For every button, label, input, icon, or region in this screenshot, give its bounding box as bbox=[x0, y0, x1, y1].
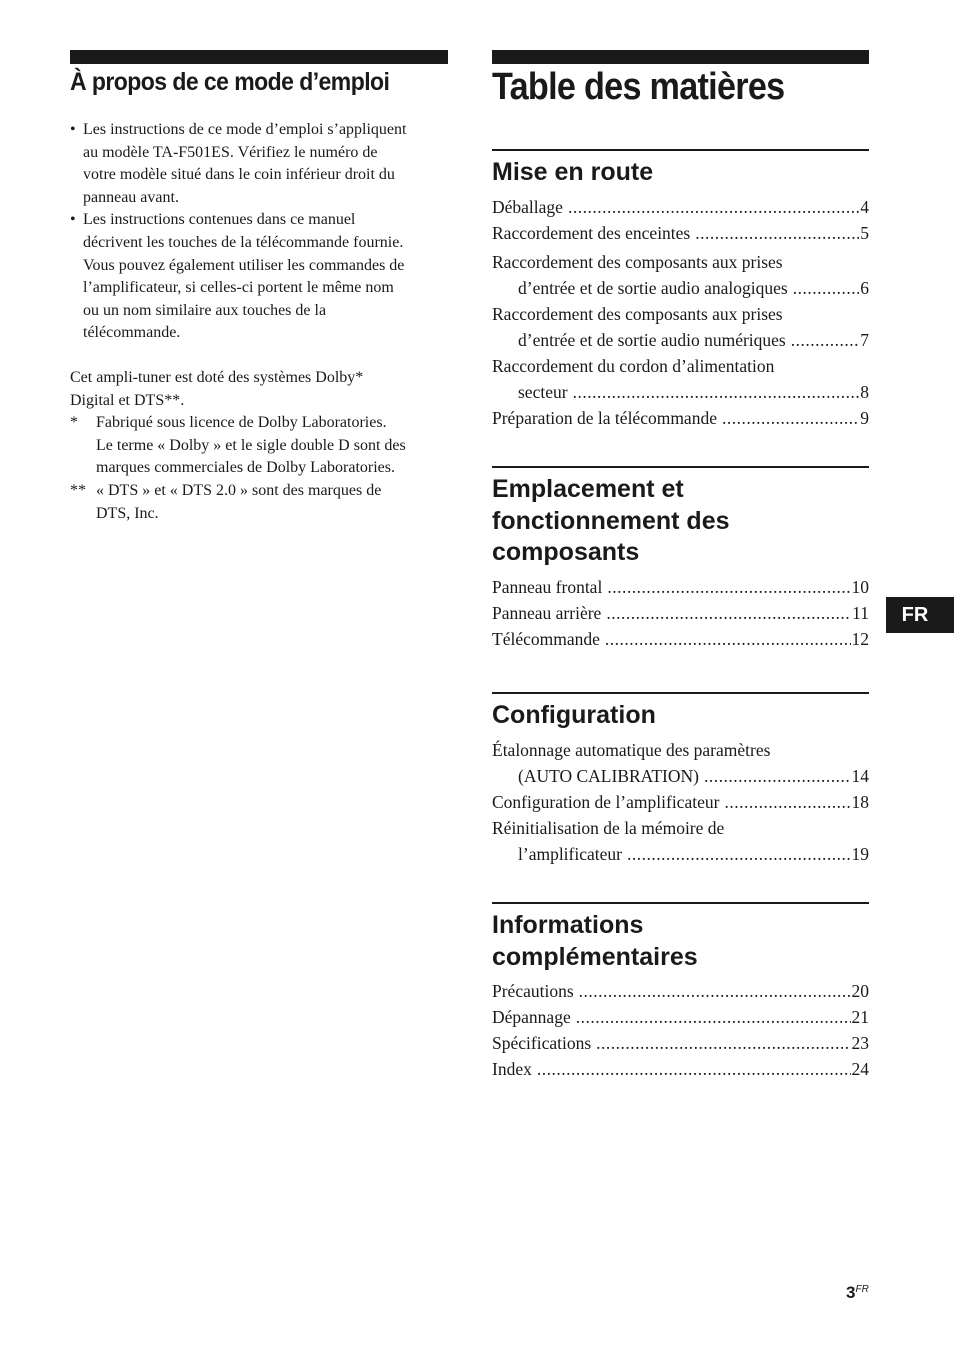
toc-entry[interactable]: Raccordement des enceintes ..... 5 bbox=[492, 220, 869, 246]
bullet-mark: • bbox=[70, 211, 76, 229]
footnote-dolby: * Fabriqué sous licence de Dolby Laboratories. Le terme « Dolby » et le sigle double D sont des marques commerciales de Dolby Laboratories. bbox=[70, 414, 406, 477]
toc-entry[interactable]: Raccordement des composants aux prises d’entrée et de sortie audio numériques ..... 7 bbox=[492, 301, 869, 353]
section-rule bbox=[492, 466, 869, 468]
toc-entry[interactable]: Raccordement du cordon d’alimentation secteur ..... 8 bbox=[492, 353, 869, 405]
toc-entry[interactable]: Précautions ..... 20 bbox=[492, 978, 869, 1004]
bullet-item: • Les instructions de ce mode d’emploi s’appliquent au modèle TA-F501ES. Vérifiez le numéro de votre modèle situé dans le coin inférieur droit du panneau avant. bbox=[70, 121, 407, 206]
page-number-suffix: FR bbox=[855, 1284, 869, 1295]
section-heading: Mise en route bbox=[492, 158, 654, 186]
section-heading: Configuration bbox=[492, 701, 656, 729]
toc-section-emplacement bbox=[492, 466, 869, 652]
page-number: $3^{FR}$ bbox=[846, 1283, 869, 1302]
toc-entry[interactable]: Télécommande ..... 12 bbox=[492, 626, 869, 652]
about-column bbox=[70, 50, 448, 525]
page-ref: 24 bbox=[851, 1059, 869, 1079]
toc-entry[interactable]: Panneau arrière ..... 11 bbox=[492, 600, 869, 626]
toc-entry[interactable]: Panneau frontal ..... 10 bbox=[492, 574, 869, 600]
section-heading: Informations complémentaires bbox=[492, 911, 698, 971]
toc-title: Table des matières bbox=[492, 66, 785, 108]
section-rule bbox=[492, 902, 869, 904]
page-ref: 7 bbox=[860, 329, 869, 350]
bullet-mark: • bbox=[70, 121, 76, 138]
toc-entry[interactable]: Configuration de l’amplificateur ..... 18 bbox=[492, 789, 869, 815]
about-bullet-list bbox=[70, 119, 448, 345]
footnote-dts: ** « DTS » et « DTS 2.0 » sont des marques de DTS, Inc. bbox=[70, 481, 382, 522]
page-ref: 6 bbox=[860, 277, 869, 298]
toc-entry[interactable]: Préparation de la télécommande ..... 9 bbox=[492, 405, 869, 431]
toc-entry[interactable]: Spécifications ..... 23 bbox=[492, 1030, 869, 1056]
toc-column bbox=[492, 50, 869, 1079]
section-rule bbox=[492, 149, 869, 151]
page-ref: 8 bbox=[860, 381, 869, 402]
title-rule bbox=[492, 50, 869, 64]
bullet-item: • Les instructions contenues dans ce manuel décrivent les touches de la télécommande fournie. Vous pouvez également utiliser les commandes de l’amplificateur, si celles-ci portent le même nom ou un nom similaire aux touches de la télécommande. bbox=[70, 211, 405, 342]
toc-entry[interactable]: Raccordement des composants aux prises d’entrée et de sortie audio analogiques ..... 6 bbox=[492, 249, 869, 301]
page-ref: 12 bbox=[851, 628, 869, 649]
page-ref: 11 bbox=[852, 602, 869, 623]
language-tab: FR bbox=[886, 597, 954, 633]
toc-entry[interactable]: Étalonnage automatique des paramètres (AUTO CALIBRATION) ..... 14 bbox=[492, 737, 869, 789]
page-ref: 23 bbox=[851, 1033, 869, 1053]
page-ref: 5 bbox=[860, 222, 869, 243]
section-rule bbox=[492, 692, 869, 694]
toc-section-informations bbox=[492, 902, 869, 1082]
page-ref: 10 bbox=[851, 576, 869, 597]
toc-entry[interactable]: Index ..... 24 bbox=[492, 1056, 869, 1082]
toc-entry[interactable]: Réinitialisation de la mémoire de l’amplificateur ..... 19 bbox=[492, 815, 869, 867]
page-ref: 21 bbox=[851, 1007, 869, 1027]
page-ref: 18 bbox=[851, 791, 869, 812]
heading-rule bbox=[70, 50, 448, 64]
toc-entry[interactable]: Dépannage ..... 21 bbox=[492, 1004, 869, 1030]
page-ref: 20 bbox=[851, 981, 869, 1001]
about-heading: À propos de ce mode d’emploi bbox=[70, 68, 390, 96]
page-ref: 4 bbox=[860, 196, 869, 217]
section-heading: Emplacement et fonctionnement des composants bbox=[492, 475, 730, 566]
page-ref: 19 bbox=[851, 843, 869, 864]
page-ref: 14 bbox=[851, 765, 869, 786]
toc-entry[interactable]: Déballage ..... 4 bbox=[492, 194, 869, 220]
toc-section-mise-en-route bbox=[492, 149, 869, 431]
page-ref: 9 bbox=[860, 407, 869, 428]
toc-section-configuration bbox=[492, 692, 869, 867]
dolby-dts-intro: Cet ampli-tuner est doté des systèmes Dolby* Digital et DTS**. bbox=[70, 368, 364, 409]
